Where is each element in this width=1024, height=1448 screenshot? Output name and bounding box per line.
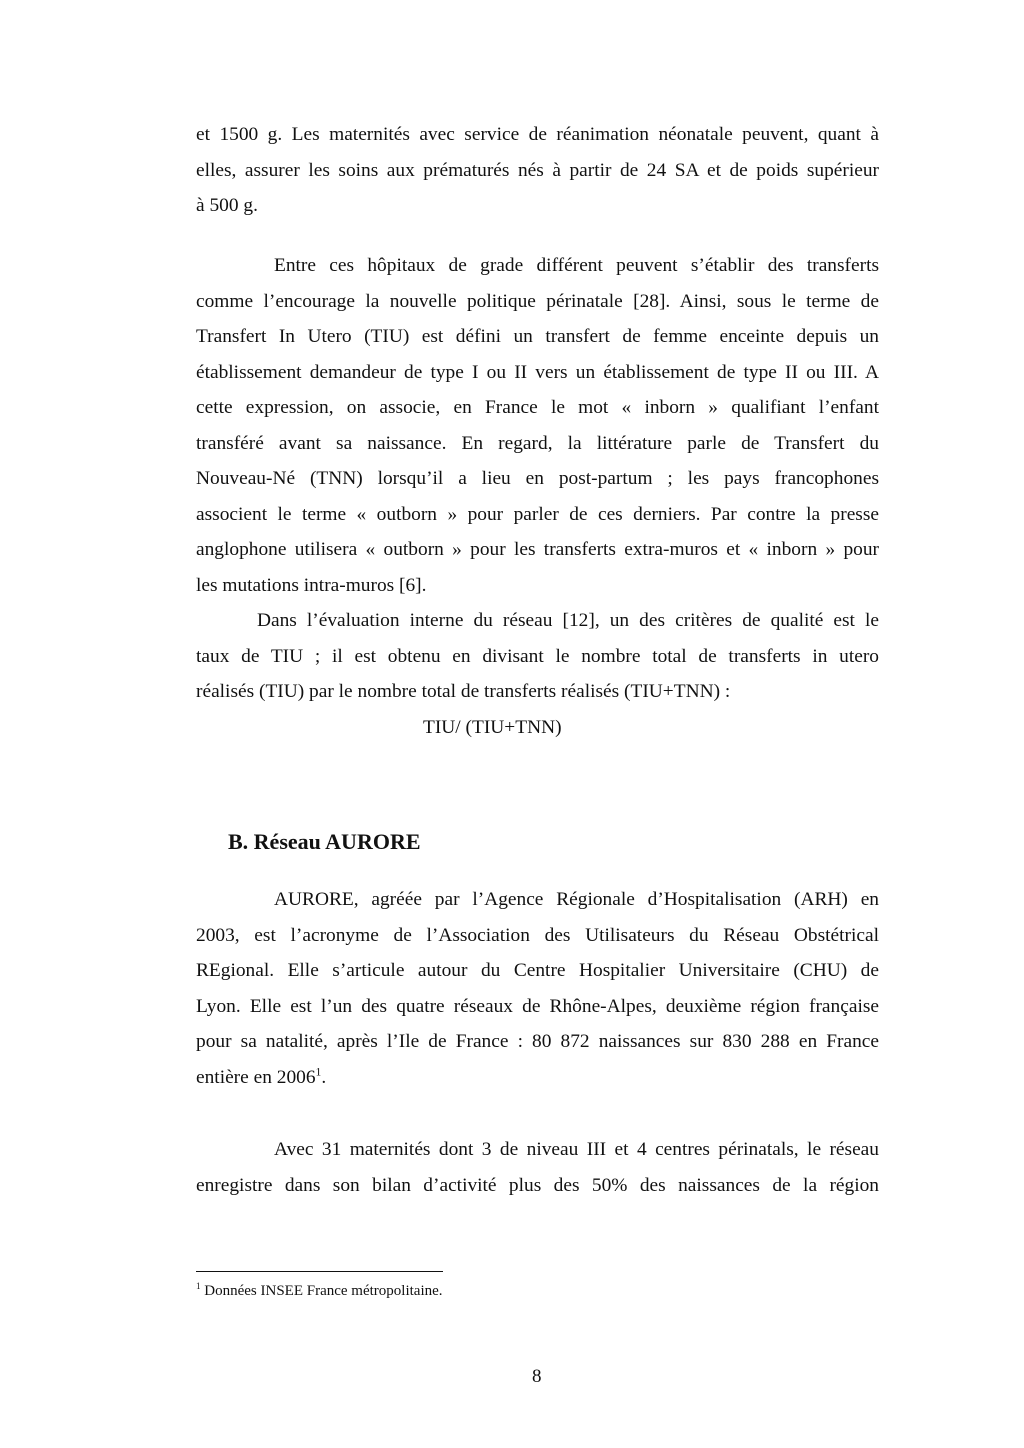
text-line [196,117,879,153]
formula: TIU/ (TIU+TNN) [423,717,562,738]
line-text: Nouveau-Né (TNN) lorsqu’il a lieu en post-partum ; les pays francophones [196,468,879,489]
footnote-text: Données INSEE France métropolitaine. [204,1283,443,1299]
line-text: enregistre dans son bilan d’activité plus des 50% des naissances de la région [196,1174,879,1196]
text-line [196,639,879,675]
text-line [196,319,879,355]
line-text: anglophone utilisera « outborn » pour les transferts extra-muros et « inborn » pour [196,539,879,560]
line-trailing: . [321,1066,327,1088]
text-line [196,1024,879,1060]
text-line [196,390,879,426]
text-line [196,1168,879,1204]
text-line [196,532,879,568]
text-line [196,426,879,462]
footnote [196,1283,443,1300]
line-text: Transfert In Utero (TIU) est défini un transfert de femme enceinte depuis un [196,326,879,347]
text-line [196,248,879,284]
page-number: 8 [532,1366,542,1387]
text-line [196,568,879,604]
text-line [196,1132,879,1168]
paragraph-maternites [196,1132,879,1203]
line-text: REgional. Elle s’articule autour du Centre Hospitalier Universitaire (CHU) de [196,960,879,981]
line-text: à 500 g. [196,195,258,216]
footnote-reference: 1 [315,1065,322,1079]
paragraph-continuation [196,117,879,224]
line-text: pour sa natalité, après l’Ile de France : 80 872 naissances sur 830 288 en France [196,1031,879,1052]
line-text: Entre ces hôpitaux de grade différent peuvent s’établir des transferts [274,255,879,276]
text-line [196,284,879,320]
line-text: les mutations intra-muros [6]. [196,574,427,596]
line-text: taux de TIU ; il est obtenu en divisant le nombre total de transferts in utero [196,645,879,667]
text-line [196,461,879,497]
line-text: transféré avant sa naissance. En regard, la littérature parle de Transfert du [196,432,879,454]
paragraph-evaluation [196,603,879,710]
text-line [196,674,879,710]
line-text: comme l’encourage la nouvelle politique périnatale [28]. Ainsi, sous le terme de [196,290,879,312]
text-line [196,603,879,639]
line-text: 2003, est l’acronyme de l’Association des Utilisateurs du Réseau Obstétrical [196,924,879,946]
footnote-rule [196,1271,443,1272]
line-text: associent le terme « outborn » pour parler de ces derniers. Par contre la presse [196,503,879,525]
line-text: Lyon. Elle est l’un des quatre réseaux de Rhône-Alpes, deuxième région française [196,995,879,1017]
line-text: entière en 2006 [196,1066,316,1088]
line-text: Dans l’évaluation interne du réseau [12], un des critères de qualité est le [257,610,879,631]
paragraph-transfers [196,248,879,603]
line-text: Avec 31 maternités dont 3 de niveau III et 4 centres périnatals, le réseau [274,1139,879,1160]
line-text: et 1500 g. Les maternités avec service de réanimation néonatale peuvent, quant à [196,124,879,145]
text-line [196,882,879,918]
text-line [196,355,879,391]
line-text: AURORE, agréée par l’Agence Régionale d’Hospitalisation (ARH) en [274,889,879,910]
text-line [196,953,879,989]
text-line [196,153,879,189]
text-line [196,918,879,954]
text-line [196,1060,879,1096]
text-line [196,497,879,533]
paragraph-aurore [196,882,879,1095]
line-text: elles, assurer les soins aux prématurés nés à partir de 24 SA et de poids supérieur [196,159,879,181]
section-heading: B. Réseau AURORE [228,829,421,854]
text-line [196,989,879,1025]
text-line [196,188,879,224]
line-text: établissement demandeur de type I ou II vers un établissement de type II ou III. A [196,361,879,383]
line-text: réalisés (TIU) par le nombre total de transferts réalisés (TIU+TNN) : [196,681,731,702]
line-text: cette expression, on associe, en France le mot « inborn » qualifiant l’enfant [196,397,879,418]
footnote-number: 1 [196,1281,201,1291]
